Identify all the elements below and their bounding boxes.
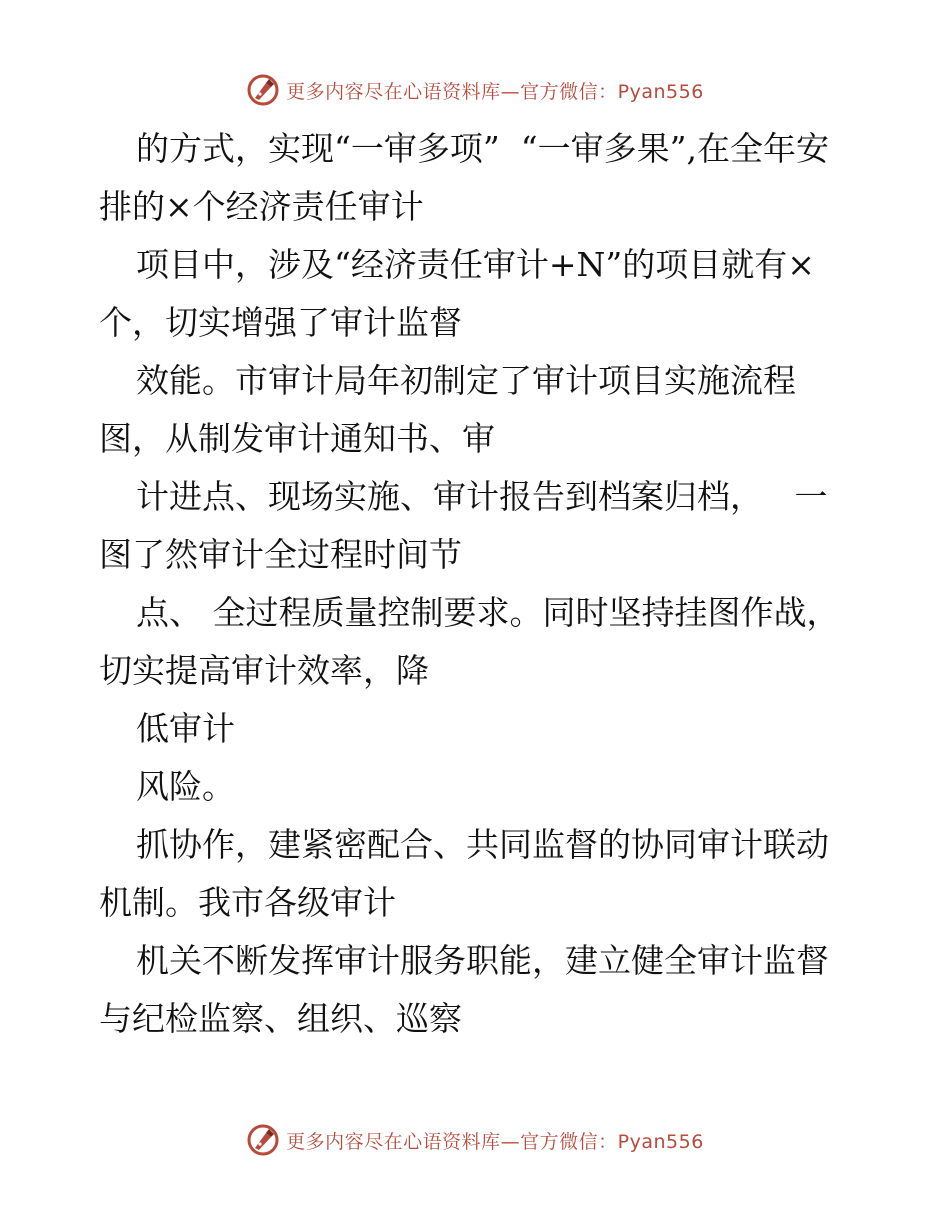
paragraph-8: 抓协作，建紧密配合、共同监督的协同审计联动机制。我市各级审计 (99, 825, 829, 922)
pen-nib-logo-icon (246, 73, 280, 107)
header-banner-content (246, 73, 704, 107)
paragraph-5: 点、 全过程质量控制要求。同时坚持挂图作战，切实提高审计效率，降 (99, 593, 840, 690)
paragraph-1: 的方式，实现“一审多项” “一审多果”,在全年安排的×个经济责任审计 (99, 129, 829, 226)
paragraph-4: 计进点、现场实施、审计报告到档案归档， 一图了然审计全过程时间节 (99, 477, 828, 574)
footer-banner-text: 更多内容尽在心语资料库—官方微信：Pyan556 (286, 1130, 704, 1153)
paragraph-7: 风险。 (136, 767, 235, 806)
paragraph-9: 机关不断发挥审计服务职能，建立健全审计监督与纪检监察、组织、巡察 (99, 941, 829, 1038)
pen-nib-logo-icon (246, 1123, 280, 1157)
paragraph-6: 低审计 (136, 709, 235, 748)
paragraph-2: 项目中，涉及“经济责任审计+N”的项目就有×个，切实增强了审计监督 (99, 245, 815, 342)
header-banner (0, 70, 950, 110)
document-body (99, 120, 859, 1048)
footer-banner-content (246, 1123, 704, 1157)
footer-banner (0, 1120, 950, 1160)
header-banner-text: 更多内容尽在心语资料库—官方微信：Pyan556 (286, 80, 704, 103)
paragraph-3: 效能。市审计局年初制定了审计项目实施流程图，从制发审计通知书、审 (99, 361, 796, 458)
